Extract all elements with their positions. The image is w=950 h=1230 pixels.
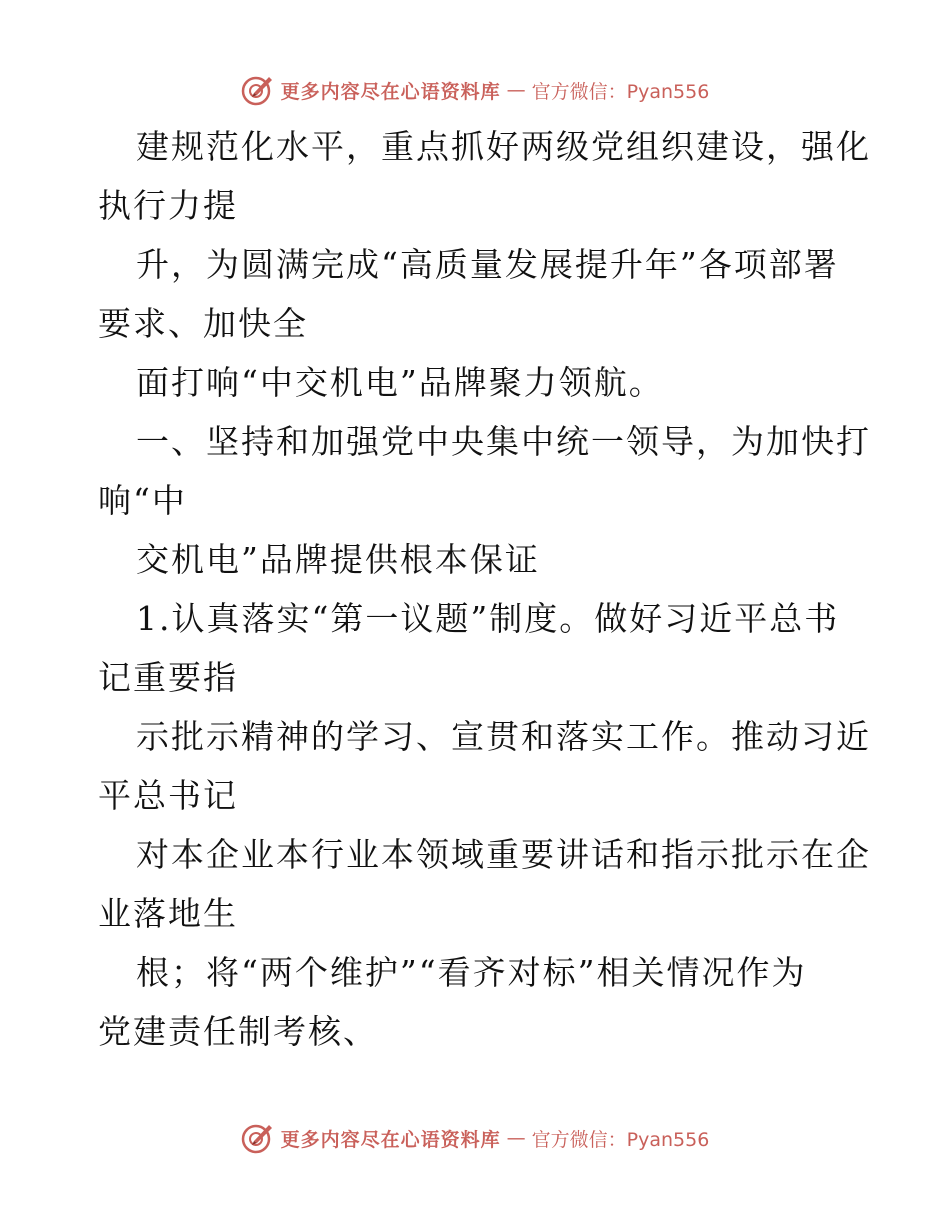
body-line: 交机电”品牌提供根本保证 — [136, 540, 540, 579]
body-line: 平总书记 — [98, 776, 238, 815]
body-line: 执行力提 — [98, 186, 238, 225]
pen-logo-icon — [241, 1121, 275, 1155]
pen-logo-icon — [241, 73, 275, 107]
body-line: 根；将“两个维护”“看齐对标”相关情况作为 — [136, 953, 807, 992]
body-line: 要求、加快全 — [98, 304, 308, 343]
banner-title: 更多内容尽在心语资料库 — [280, 80, 501, 103]
body-line: 对本企业本行业本领域重要讲话和指示批示在企 — [136, 835, 871, 874]
body-line: 面打响“中交机电”品牌聚力领航。 — [136, 363, 664, 402]
banner-wechat: 官方微信：Pyan556 — [531, 1128, 710, 1151]
body-line: 记重要指 — [98, 658, 238, 697]
banner-wechat: 官方微信：Pyan556 — [531, 80, 710, 103]
body-line: 1.认真落实“第一议题”制度。做好习近平总书 — [136, 599, 840, 638]
body-line: 一、坚持和加强党中央集中统一领导，为加快打 — [136, 422, 871, 461]
header-banner — [0, 70, 950, 110]
body-line: 示批示精神的学习、宣贯和落实工作。推动习近 — [136, 717, 871, 756]
body-line: 升，为圆满完成“高质量发展提升年”各项部署 — [136, 245, 839, 284]
banner-separator: — — [506, 79, 526, 101]
body-line: 响“中 — [98, 481, 187, 520]
body-line: 业落地生 — [98, 894, 238, 933]
body-line: 党建责任制考核、 — [98, 1012, 378, 1051]
banner-separator: — — [506, 1127, 526, 1149]
footer-banner — [0, 1118, 950, 1158]
banner-title: 更多内容尽在心语资料库 — [280, 1128, 501, 1151]
body-line: 建规范化水平，重点抓好两级党组织建设，强化 — [136, 127, 871, 166]
